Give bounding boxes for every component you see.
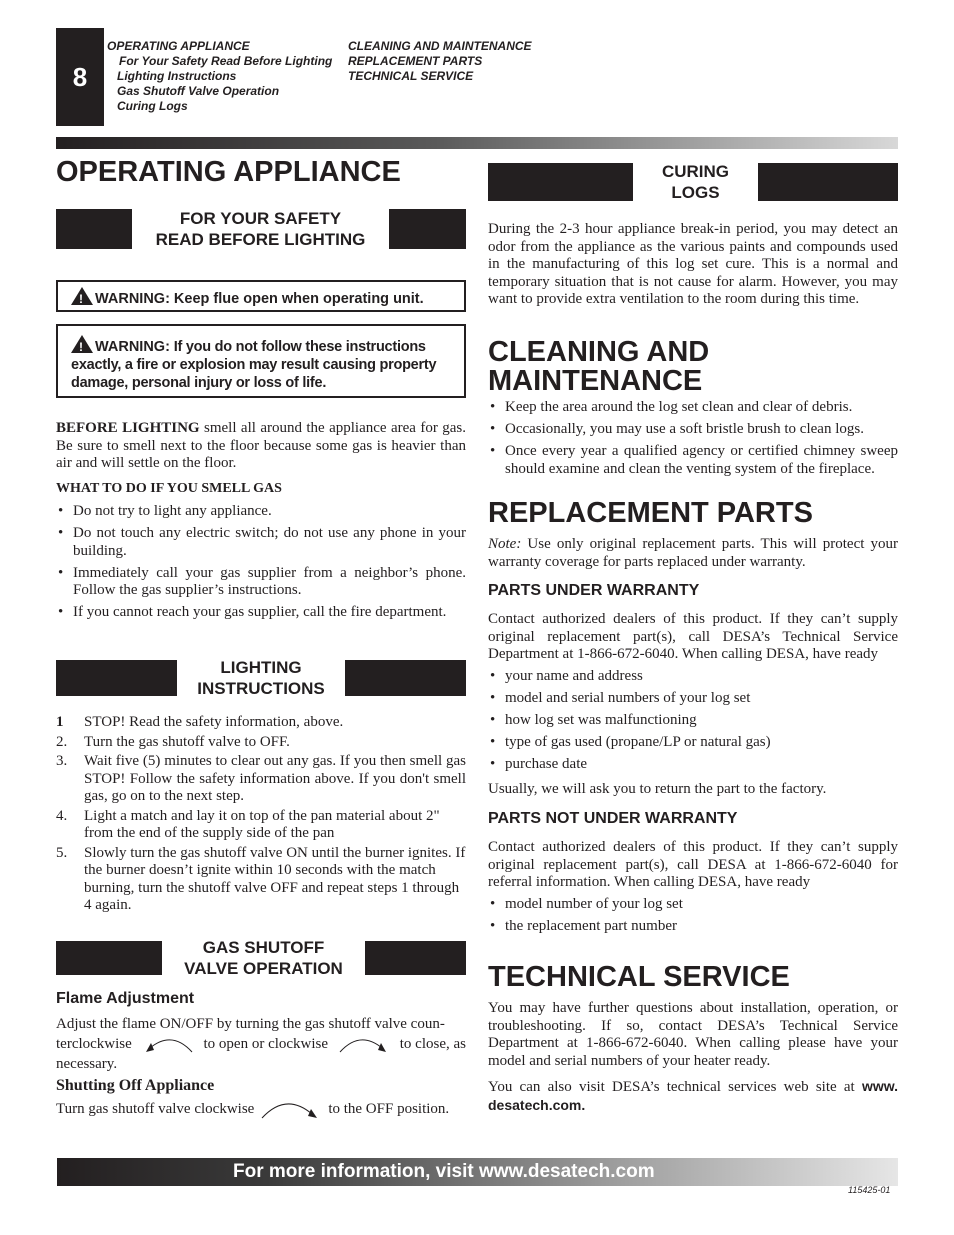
safety-bar-label bbox=[132, 209, 389, 249]
shutoff-text-b: to the OFF position. bbox=[328, 1101, 450, 1118]
list-item: • purchase date bbox=[488, 756, 898, 774]
flame-close-label: to close, as bbox=[399, 1035, 466, 1052]
warning-fire-text: If you do not follow these instructions exactly, a fire or explosion may result causing property damage, personal injury or loss of life. bbox=[71, 339, 437, 391]
curing-bar-label bbox=[633, 163, 758, 201]
step-number: 3. bbox=[56, 753, 68, 769]
cleaning-title-line1: CLEANING AND bbox=[488, 336, 710, 368]
list-item: • your name and address bbox=[488, 668, 898, 686]
toc-item: Curing Logs bbox=[117, 99, 188, 113]
bar-block bbox=[56, 941, 162, 975]
warning-fire-box bbox=[56, 324, 466, 398]
step-text: Slowly turn the gas shutoff valve ON until the burner ignites. If the burner doesn’t ignite within 10 seconds with the match burning, turn the shutoff valve OFF and repeat steps 1 through 4 again. bbox=[84, 844, 466, 913]
smell-gas-list bbox=[56, 503, 466, 626]
list-item: • Do not try to light any appliance. bbox=[56, 503, 466, 521]
list-item: • Immediately call your gas supplier from a neighbor’s phone. Follow the gas supplier’s instructions. bbox=[56, 565, 466, 600]
gas-bar-label bbox=[162, 938, 365, 978]
toc-item: CLEANING AND MAINTENANCE bbox=[348, 39, 532, 53]
bar-block bbox=[488, 163, 633, 201]
tech-web-link[interactable]: www. desatech.com. bbox=[488, 1078, 898, 1113]
nonwarranty-list bbox=[488, 896, 898, 940]
bar-block bbox=[389, 209, 466, 249]
tech-web-paragraph bbox=[488, 1078, 898, 1115]
section-title-replacement: REPLACEMENT PARTS bbox=[488, 497, 813, 529]
note-text: Use only original replacement parts. This will protect your warranty coverage for parts replaced under warranty. bbox=[488, 536, 898, 570]
warranty-heading: PARTS UNDER WARRANTY bbox=[488, 582, 700, 599]
shutoff-paragraph bbox=[56, 1098, 466, 1122]
warning-fire-lead: WARNING: bbox=[95, 339, 170, 355]
list-item: • type of gas used (propane/LP or natural gas) bbox=[488, 734, 898, 752]
list-item: • model number of your log set bbox=[488, 896, 898, 914]
curing-paragraph: During the 2-3 hour appliance break-in period, you may detect an odor from the appliance as the various paints and compounds used in the manufacturing of this log set cure. This is a normal and temporary situation that is not cause for alarm. However, you may want to provide extra ventilation to the room during this time. bbox=[488, 221, 898, 307]
header-gradient-bar bbox=[56, 137, 898, 149]
step-item bbox=[56, 808, 466, 843]
lighting-bar-line1: LIGHTING bbox=[220, 658, 302, 677]
list-item: • the replacement part number bbox=[488, 918, 898, 936]
step-number: 1 bbox=[56, 714, 64, 730]
lighting-bar-line2: INSTRUCTIONS bbox=[197, 679, 325, 698]
shutoff-text-a: Turn gas shutoff valve clockwise bbox=[56, 1101, 255, 1118]
step-item bbox=[56, 753, 466, 806]
curing-bar-line1: CURING bbox=[661, 162, 730, 181]
shutoff-heading: Shutting Off Appliance bbox=[56, 1077, 215, 1094]
before-lighting-lead: BEFORE LIGHTING bbox=[56, 420, 200, 436]
cleaning-title-line2: MAINTENANCE bbox=[488, 365, 703, 397]
clockwise-arrow-icon bbox=[260, 1098, 320, 1122]
document-number: 115425-01 bbox=[848, 1185, 891, 1195]
flame-ccw-label: terclockwise bbox=[56, 1035, 132, 1052]
step-text: Wait five (5) minutes to clear out any gas. If you then smell gas STOP! Follow the safety information above. If you don't smell gas, go on to the next step. bbox=[84, 753, 466, 804]
section-title-cleaning bbox=[488, 338, 709, 396]
step-text: Turn the gas shutoff valve to OFF. bbox=[84, 733, 290, 750]
toc-item: Gas Shutoff Valve Operation bbox=[117, 84, 280, 98]
before-lighting-text: smell all around the appliance area for gas. Be sure to smell next to the floor because some gas is heavier than air and will settle on the floor. bbox=[56, 420, 466, 471]
clockwise-arrow-icon bbox=[338, 1034, 390, 1056]
note-lead: Note: bbox=[488, 536, 522, 552]
bar-block bbox=[56, 660, 177, 696]
toc-item: REPLACEMENT PARTS bbox=[348, 54, 483, 68]
safety-bar-line2: READ BEFORE LIGHTING bbox=[155, 230, 366, 249]
step-item bbox=[56, 714, 466, 732]
lighting-steps bbox=[56, 714, 466, 917]
step-number: 4. bbox=[56, 807, 68, 824]
list-item: • Keep the area around the log set clean and clear of debris. bbox=[488, 399, 898, 417]
flame-heading: Flame Adjustment bbox=[56, 990, 195, 1007]
page-number: 8 bbox=[56, 28, 104, 126]
gas-bar-line1: GAS SHUTOFF bbox=[202, 938, 325, 957]
bar-block bbox=[56, 209, 132, 249]
toc-item: Lighting Instructions bbox=[117, 69, 237, 83]
note-paragraph bbox=[488, 536, 898, 571]
toc-right bbox=[348, 39, 532, 84]
warranty-after: Usually, we will ask you to return the part to the factory. bbox=[488, 781, 827, 797]
step-item bbox=[56, 845, 466, 915]
flame-line2 bbox=[56, 1034, 466, 1056]
footer-text: For more information, visit www.desatech.com bbox=[233, 1161, 655, 1182]
toc-item: OPERATING APPLIANCE bbox=[107, 39, 250, 53]
list-item: • Once every year a qualified agency or certified chimney sweep should examine and clean the venting system of the fireplace. bbox=[488, 443, 898, 478]
curing-title-bar bbox=[488, 163, 898, 201]
section-title-technical: TECHNICAL SERVICE bbox=[488, 961, 790, 993]
bar-block bbox=[365, 941, 466, 975]
list-item: • If you cannot reach your gas supplier, call the fire department. bbox=[56, 604, 466, 622]
smell-gas-heading: WHAT TO DO IF YOU SMELL GAS bbox=[56, 481, 282, 496]
flame-paragraph bbox=[56, 1016, 466, 1073]
toc-item: For Your Safety Read Before Lighting bbox=[119, 54, 333, 68]
list-item: • how log set was malfunctioning bbox=[488, 712, 898, 730]
flame-cw-label: to open or clockwise bbox=[203, 1035, 329, 1052]
list-item: • Do not touch any electric switch; do not use any phone in your building. bbox=[56, 525, 466, 560]
section-title-operating: OPERATING APPLIANCE bbox=[56, 156, 401, 188]
flame-line1: Adjust the flame ON/OFF by turning the gas shutoff valve coun- bbox=[56, 1016, 445, 1032]
safety-title-bar bbox=[56, 209, 466, 249]
counterclockwise-arrow-icon bbox=[142, 1034, 194, 1056]
step-number: 5. bbox=[56, 844, 68, 861]
lighting-bar-label bbox=[177, 660, 345, 696]
warning-flue-box bbox=[56, 280, 466, 312]
warning-icon bbox=[71, 335, 93, 353]
list-item: • Occasionally, you may use a soft bristle brush to clean logs. bbox=[488, 421, 898, 439]
lighting-title-bar bbox=[56, 660, 466, 696]
warning-icon bbox=[71, 287, 93, 305]
warning-flue-text: WARNING: Keep flue open when operating unit. bbox=[95, 291, 424, 307]
flame-line3: necessary. bbox=[56, 1055, 118, 1072]
step-number: 2. bbox=[56, 733, 68, 750]
curing-bar-line2: LOGS bbox=[671, 183, 720, 202]
bar-block bbox=[758, 163, 898, 201]
list-item: • model and serial numbers of your log set bbox=[488, 690, 898, 708]
gas-bar-line2: VALVE OPERATION bbox=[184, 959, 343, 978]
toc-left bbox=[107, 39, 332, 114]
warranty-list bbox=[488, 668, 898, 778]
warranty-paragraph: Contact authorized dealers of this product. If they can’t supply original replacement part(s), call DESA’s Technical Service Department at 1-866-672-6040. When calling DESA, have ready bbox=[488, 611, 898, 662]
step-text: STOP! Read the safety information, above. bbox=[84, 714, 344, 730]
footer-bar bbox=[57, 1158, 898, 1186]
step-item bbox=[56, 734, 466, 752]
gas-title-bar bbox=[56, 938, 466, 978]
safety-bar-line1: FOR YOUR SAFETY bbox=[179, 209, 342, 228]
toc-item: TECHNICAL SERVICE bbox=[348, 69, 474, 83]
step-text: Light a match and lay it on top of the pan material about 2" from the end of the supply side of the pan bbox=[84, 807, 440, 841]
bar-block bbox=[345, 660, 466, 696]
nonwarranty-paragraph: Contact authorized dealers of this product. If they can’t supply original replacement part(s), call DESA at 1-866-672-6040 for referral information. When calling DESA, have ready bbox=[488, 839, 898, 890]
cleaning-list bbox=[488, 399, 898, 483]
before-lighting-paragraph bbox=[56, 420, 466, 473]
tech-paragraph: You may have further questions about installation, operation, or troubleshooting. If so, contact DESA’s Technical Service Department at 1-866-672-6040. When calling please have your model and serial numbers of your heater ready. bbox=[488, 1000, 898, 1069]
nonwarranty-heading: PARTS NOT UNDER WARRANTY bbox=[488, 810, 738, 827]
tech-web-text: You can also visit DESA’s technical services web site at bbox=[488, 1079, 862, 1095]
